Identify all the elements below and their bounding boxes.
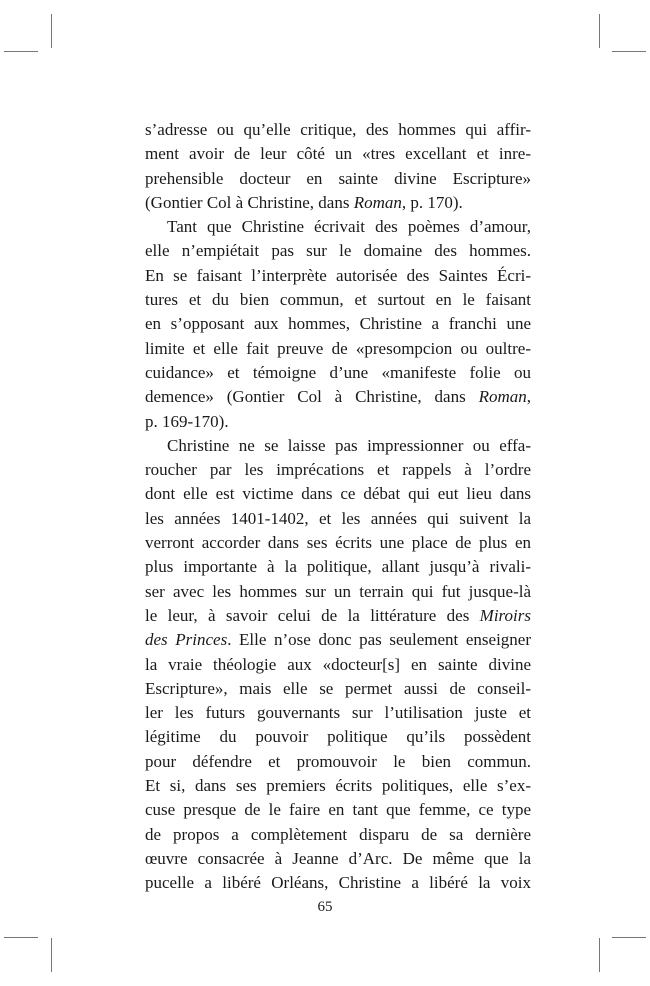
text-line: des Princes. Elle n’ose donc pas seulement enseigner [145,630,532,650]
text-line: Christine ne se laisse pas impressionner ou effa- [167,435,531,455]
text-line: elle n’empiétait pas sur le domaine des hommes. [145,241,531,261]
paragraph-tant-que [145,215,531,434]
text-line: œuvre consacrée à Jeanne d’Arc. De même que la [145,848,531,868]
text-line: tures et du bien commun, et surtout en le faisant [145,290,531,310]
crop-mark-top-left-vertical [51,14,52,48]
text-line: de propos a complètement disparu de sa dernière [145,824,531,844]
crop-mark-bottom-right-horizontal [612,937,646,938]
text-line: en s’opposant aux hommes, Christine a franchi une [145,314,531,334]
text-line: plus importante à la politique, allant jusqu’à rivali- [145,557,531,577]
text-line: cuse presque de le faire en tant que femme, ce type [145,800,531,820]
crop-mark-top-left-horizontal [4,51,38,52]
paragraph-continuation [145,118,531,215]
text-line: pucelle a libéré Orléans, Christine a libéré la voix [145,873,531,893]
text-line: Tant que Christine écrivait des poèmes d’amour, [167,217,531,237]
text-line: le leur, à savoir celui de la littérature des Miroirs [145,605,531,625]
text-line: limite et elle fait preuve de «presompcion ou oultre- [145,338,531,358]
text-line: pour défendre et promouvoir le bien commun. [145,751,531,771]
text-line: ler les futurs gouvernants sur l’utilisation juste et [145,703,531,723]
text-line: Et si, dans ses premiers écrits politiques, elle s’ex- [145,776,531,796]
text-line: roucher par les imprécations et rappels à l’ordre [145,460,531,480]
crop-mark-bottom-left-vertical [51,938,52,972]
text-line: Escripture», mais elle se permet aussi de conseil- [145,678,531,698]
body-text [145,118,531,896]
crop-mark-top-right-vertical [599,14,600,48]
text-line: la vraie théologie aux «docteur[s] en sainte divine [145,654,531,674]
text-line: (Gontier Col à Christine, dans Roman, p. 170). [145,192,463,212]
text-line: En se faisant l’interprète autorisée des Saintes Écri- [145,265,531,285]
crop-mark-bottom-right-vertical [599,938,600,972]
text-line: légitime du pouvoir politique qu’ils possèdent [145,727,531,747]
text-line: les années 1401-1402, et les années qui suivent la [145,508,531,528]
paragraph-christine [145,434,531,896]
text-line: ser avec les hommes sur un terrain qui fut jusque-là [145,581,531,601]
crop-mark-top-right-horizontal [612,51,646,52]
text-line: demence» (Gontier Col à Christine, dans Roman, [145,387,531,407]
crop-mark-bottom-left-horizontal [4,937,38,938]
text-line: prehensible docteur en sainte divine Escripture» [145,168,531,188]
text-line: ment avoir de leur côté un «tres excellant et inre- [145,144,531,164]
page-number: 65 [317,899,333,915]
text-line: p. 169-170). [145,411,229,431]
text-line: cuidance» et témoigne d’une «manifeste folie ou [145,362,531,382]
text-line: s’adresse ou qu’elle critique, des hommes qui affir- [145,120,531,139]
text-line: verront accorder dans ses écrits une place de plus en [145,533,531,553]
text-line: dont elle est victime dans ce débat qui eut lieu dans [145,484,531,504]
